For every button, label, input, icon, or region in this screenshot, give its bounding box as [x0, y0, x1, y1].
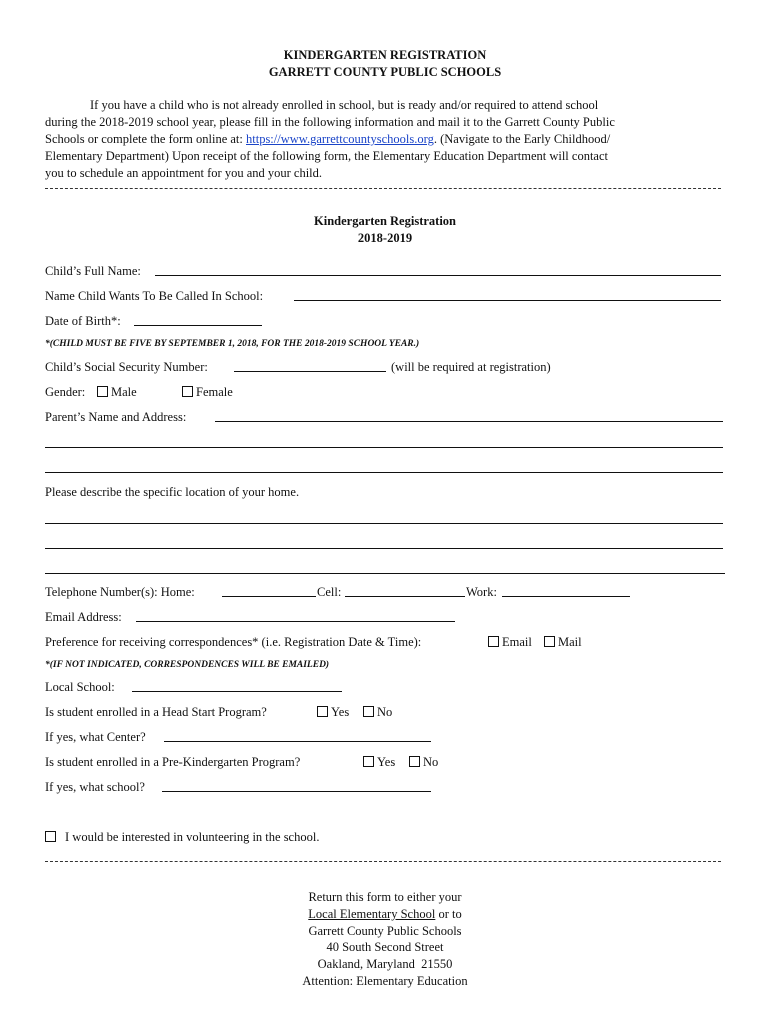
- local-school-field[interactable]: [132, 680, 342, 692]
- preference-mail-text: Mail: [558, 635, 582, 649]
- phone-cell-field[interactable]: [345, 585, 465, 597]
- preference-email-text: Email: [502, 635, 532, 649]
- center-label: If yes, what Center?: [45, 730, 146, 744]
- gender-label: Gender:: [45, 385, 86, 399]
- intro-line-2: during the 2018-2019 school year, please fill in the following information and mail it to the Garrett County Public: [45, 115, 615, 129]
- location-line-3[interactable]: [45, 573, 725, 574]
- district-name: GARRETT COUNTY PUBLIC SCHOOLS: [268, 65, 502, 79]
- dob-field[interactable]: [134, 314, 262, 326]
- ssn-field[interactable]: [234, 360, 386, 372]
- phone-home-label: Telephone Number(s): Home:: [45, 585, 195, 599]
- form-year: 2018-2019: [357, 231, 413, 245]
- headstart-yes-text: Yes: [331, 705, 350, 719]
- prek-yes-option[interactable]: [363, 755, 395, 770]
- location-label: Please describe the specific location of your home.: [45, 485, 300, 499]
- gender-male-checkbox[interactable]: [97, 386, 108, 397]
- preference-email-option[interactable]: [488, 635, 532, 650]
- form-title: KINDERGARTEN REGISTRATION: [283, 48, 487, 62]
- preference-note: *(IF NOT INDICATED, CORRESPONDENCES WILL BE EMAILED): [45, 660, 330, 670]
- section-divider-top: [45, 188, 721, 189]
- gender-male-option[interactable]: [97, 385, 137, 400]
- volunteer-option[interactable]: [45, 830, 319, 845]
- called-name-field[interactable]: [294, 289, 721, 301]
- headstart-no-text: No: [377, 705, 393, 719]
- prek-no-option[interactable]: [409, 755, 438, 770]
- return-line-3: Garrett County Public Schools: [308, 924, 462, 938]
- headstart-yes-option[interactable]: [317, 705, 349, 720]
- center-field[interactable]: [164, 730, 431, 742]
- intro-line-4: Elementary Department) Upon receipt of the following form, the Elementary Education Department will contact: [45, 149, 608, 163]
- gender-female-option[interactable]: [182, 385, 233, 400]
- district-website-link[interactable]: https://www.garrettcountyschools.org: [246, 132, 434, 146]
- volunteer-text: I would be interested in volunteering in the school.: [65, 830, 320, 844]
- gender-male-text: Male: [111, 385, 137, 399]
- ssn-note: (will be required at registration): [391, 360, 551, 374]
- parent-label: Parent’s Name and Address:: [45, 410, 187, 424]
- child-name-label: Child’s Full Name:: [45, 264, 141, 278]
- preference-label: Preference for receiving correspondences* (i.e. Registration Date & Time):: [45, 635, 422, 649]
- return-line-2: [0, 906, 770, 923]
- headstart-no-checkbox[interactable]: [363, 706, 374, 717]
- phone-work-field[interactable]: [502, 585, 630, 597]
- return-line-5: Oakland, Maryland 21550: [317, 957, 453, 971]
- gender-female-checkbox[interactable]: [182, 386, 193, 397]
- preference-mail-option[interactable]: [544, 635, 582, 650]
- location-line-1[interactable]: [45, 523, 723, 524]
- called-name-label: Name Child Wants To Be Called In School:: [45, 289, 264, 303]
- intro-line-1: If you have a child who is not already enrolled in school, but is ready and/or required to attend school: [90, 98, 599, 112]
- headstart-no-option[interactable]: [363, 705, 392, 720]
- prek-yes-text: Yes: [377, 755, 396, 769]
- section-divider-bottom: [45, 861, 721, 862]
- intro-line-3: [45, 131, 725, 148]
- gender-female-text: Female: [196, 385, 233, 399]
- intro-paragraph: [45, 97, 725, 182]
- headstart-yes-checkbox[interactable]: [317, 706, 328, 717]
- dob-note: *(CHILD MUST BE FIVE BY SEPTEMBER 1, 2018, FOR THE 2018-2019 SCHOOL YEAR.): [45, 339, 420, 349]
- return-line-4: 40 South Second Street: [326, 940, 444, 954]
- parent-address-line-2[interactable]: [45, 472, 723, 473]
- prek-label: Is student enrolled in a Pre-Kindergarten Program?: [45, 755, 301, 769]
- prek-no-checkbox[interactable]: [409, 756, 420, 767]
- intro-line-3-post: . (Navigate to the Early Childhood/: [433, 132, 611, 146]
- form-heading: Kindergarten Registration: [314, 214, 456, 228]
- ssn-label: Child’s Social Security Number:: [45, 360, 208, 374]
- prek-yes-checkbox[interactable]: [363, 756, 374, 767]
- return-line-1: Return this form to either your: [308, 890, 462, 904]
- email-field[interactable]: [136, 610, 455, 622]
- parent-name-field[interactable]: [215, 410, 723, 422]
- volunteer-checkbox[interactable]: [45, 831, 56, 842]
- email-label: Email Address:: [45, 610, 122, 624]
- local-school-label: Local School:: [45, 680, 115, 694]
- phone-work-label: Work:: [466, 585, 497, 599]
- phone-home-field[interactable]: [222, 585, 316, 597]
- prek-no-text: No: [423, 755, 439, 769]
- school-label: If yes, what school?: [45, 780, 145, 794]
- preference-email-checkbox[interactable]: [488, 636, 499, 647]
- parent-address-line-1[interactable]: [45, 447, 723, 448]
- school-field[interactable]: [162, 780, 431, 792]
- return-line-6: Attention: Elementary Education: [302, 974, 468, 988]
- local-school-link-text: Local Elementary School: [308, 907, 436, 921]
- intro-line-5: you to schedule an appointment for you and your child.: [45, 166, 323, 180]
- intro-line-3-text: Schools or complete the form online at:: [45, 132, 246, 146]
- location-line-2[interactable]: [45, 548, 723, 549]
- return-line-2-post: or to: [435, 907, 462, 921]
- phone-cell-label: Cell:: [317, 585, 342, 599]
- dob-label: Date of Birth*:: [45, 314, 121, 328]
- child-name-field[interactable]: [155, 264, 721, 276]
- headstart-label: Is student enrolled in a Head Start Program?: [45, 705, 267, 719]
- preference-mail-checkbox[interactable]: [544, 636, 555, 647]
